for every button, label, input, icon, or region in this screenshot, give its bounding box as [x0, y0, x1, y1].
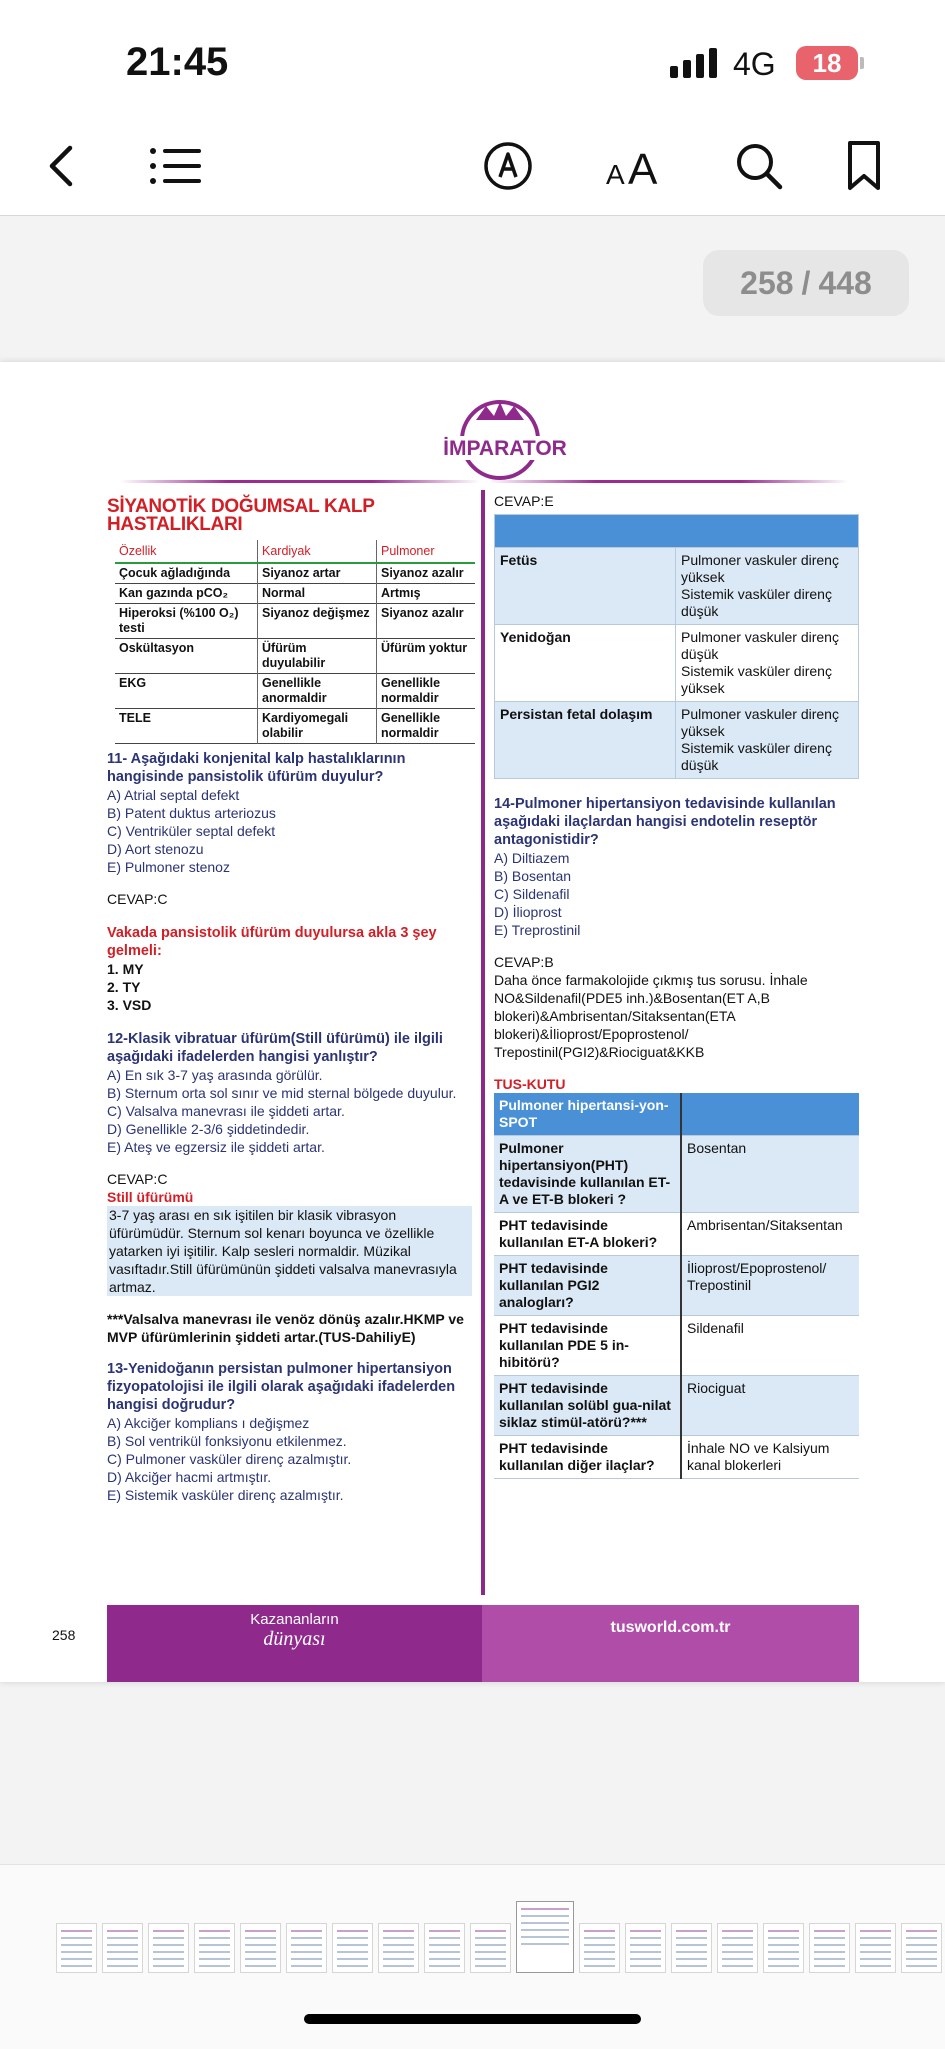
status-bar: [0, 0, 945, 120]
reader-toolbar: [0, 120, 945, 216]
back-chevron-icon[interactable]: [40, 140, 80, 192]
thumbnail[interactable]: [809, 1923, 850, 1973]
q14-option: A) Diltiazem: [494, 850, 570, 866]
table-cell: Oskültasyon: [119, 641, 195, 655]
q14-note: Daha önce farmakolojide çıkmış tus sorusu. İnhale NO&Sildenafil(PDE5 inh.)&Bosentan(ET A,B blokeri)&Ambrisentan/Sitaksentan(ETA blokeri)&İlioprost/Epoprostenol/ Trepostinil(PGI2)&Riociguat&KKB: [494, 972, 808, 1060]
pansystolic-note: Vakada pansistolik üfürüm duyulursa akla 3 şey gelmeli:: [107, 925, 437, 959]
q11-option: E) Pulmoner stenoz: [107, 859, 230, 875]
note-list-item: 2. TY: [107, 979, 141, 995]
valsalva-note: ***Valsalva manevrası ile venöz dönüş azalır.HKMP ve MVP üfürümlerinin şiddeti artar.(TUS-DahiliyE): [107, 1311, 464, 1345]
q11-option: B) Patent duktus arteriozus: [107, 805, 276, 821]
table-cell: Ambrisentan/Sitaksentan: [681, 1213, 859, 1256]
table-cell: PHT tedavisinde kullanılan solübl gua-nilat siklaz stimül-atörü?***: [494, 1376, 681, 1436]
table-cell: Sildenafil: [681, 1316, 859, 1376]
thumbnail[interactable]: [378, 1923, 419, 1973]
table-header-row: [494, 1093, 859, 1136]
page-separator: /: [801, 264, 811, 301]
q12-option: A) En sık 3-7 yaş arasında görülür.: [107, 1067, 323, 1083]
footer-brand-title: Kazananların: [250, 1611, 339, 1628]
thumbnail[interactable]: [194, 1923, 235, 1973]
table-cell: Riociguat: [681, 1376, 859, 1436]
thumbnail[interactable]: [424, 1923, 465, 1973]
table-cell: İlioprost/Epoprostenol/ Trepostinil: [681, 1256, 859, 1316]
q13-answer: CEVAP:E: [494, 493, 554, 509]
thumbnail-list: [56, 1901, 942, 1973]
table-header: Özellik: [119, 544, 157, 558]
table-cell: Genellikle normaldir: [377, 674, 476, 709]
table-cell: İnhale NO ve Kalsiyum kanal blokerleri: [681, 1436, 859, 1479]
svg-text:A: A: [628, 145, 658, 188]
q13-option: E) Sistemik vasküler direnç azalmıştır.: [107, 1487, 344, 1503]
footer-brand: [107, 1605, 482, 1682]
note-list-item: 1. MY: [107, 961, 144, 977]
table-row: [495, 702, 859, 779]
table-row: [495, 548, 859, 625]
table-of-contents-icon[interactable]: [148, 140, 202, 192]
table-cell: Pulmoner vaskuler direnç düşük Sistemik vasküler direnç yüksek: [676, 625, 859, 702]
thumbnail[interactable]: [625, 1923, 666, 1973]
q14-option: C) Sildenafil: [494, 886, 570, 902]
logo-text: İMPARATOR: [443, 437, 567, 460]
table-cell: Artmış: [377, 584, 476, 604]
table-cell: PHT tedavisinde kullanılan PDE 5 in-hibitörü?: [494, 1316, 681, 1376]
q13-option: A) Akciğer komplians ı değişmez: [107, 1415, 310, 1431]
cyanotic-table: [115, 540, 475, 744]
table-cell: Yenidoğan: [495, 625, 676, 702]
thumbnail[interactable]: [240, 1923, 281, 1973]
q13-option: B) Sol ventrikül fonksiyonu etkilenmez.: [107, 1433, 347, 1449]
q14-option: E) Treprostinil: [494, 922, 581, 938]
table-row: [495, 625, 859, 702]
q14-option: D) İlioprost: [494, 904, 562, 920]
current-page: 258: [740, 264, 794, 301]
table-cell: PHT tedavisinde kullanılan PGI2 analogları?: [494, 1256, 681, 1316]
column-divider: [481, 490, 485, 1595]
battery-icon: [796, 46, 858, 80]
table-cell: PHT tedavisinde kullanılan ET-A blokeri?: [494, 1213, 681, 1256]
table-cell: Kan gazında pCO₂: [119, 586, 229, 600]
thumbnail[interactable]: [148, 1923, 189, 1973]
table-header-empty: [681, 1093, 859, 1136]
table-row: [115, 639, 475, 674]
thumbnail-current[interactable]: [516, 1901, 574, 1973]
table-cell: Genellikle anormaldir: [258, 674, 377, 709]
circulation-table: [494, 514, 859, 779]
question-12: 12-Klasik vibratuar üfürüm(Still üfürümü) ile ilgili aşağıdaki ifadelerden hangisi yanlıştır?: [107, 1031, 443, 1065]
battery-level: 18: [812, 47, 842, 78]
thumbnail[interactable]: [56, 1923, 97, 1973]
q14-option: B) Bosentan: [494, 868, 572, 884]
thumbnail[interactable]: [102, 1923, 143, 1973]
q12-answer: CEVAP:C: [107, 1171, 168, 1187]
table-cell: Siyanoz azalır: [377, 563, 476, 584]
table-cell: Hiperoksi (%100 O₂) testi: [119, 606, 239, 635]
thumbnail[interactable]: [579, 1923, 620, 1973]
search-icon[interactable]: [734, 140, 784, 192]
table-cell: Üfürüm duyulabilir: [258, 639, 377, 674]
table-cell: Pulmoner vaskuler direnç yüksek Sistemik vasküler direnç düşük: [676, 548, 859, 625]
q12-option: C) Valsalva manevrası ile şiddeti artar.: [107, 1103, 345, 1119]
page-footer: [107, 1605, 859, 1682]
footer-site: tusworld.com.tr: [482, 1605, 859, 1682]
q11-option: D) Aort stenozu: [107, 841, 204, 857]
table-row: [494, 1136, 859, 1213]
table-cell: Üfürüm yoktur: [377, 639, 476, 674]
header-rule-right: [488, 480, 848, 483]
page-indicator: [703, 250, 909, 316]
table-row: [494, 1436, 859, 1479]
bookmark-icon[interactable]: [846, 140, 882, 192]
note-list-item: 3. VSD: [107, 997, 152, 1013]
total-pages: 448: [818, 264, 872, 301]
thumbnail[interactable]: [717, 1923, 758, 1973]
right-column: [494, 492, 859, 1479]
table-cell: Genellikle normaldir: [377, 709, 476, 744]
status-time: 21:45: [126, 40, 229, 84]
imparator-logo: [440, 392, 570, 482]
circulation-table-header: [495, 515, 859, 548]
q13-option: D) Akciğer hacmi artmıştır.: [107, 1469, 272, 1485]
question-14: 14-Pulmoner hipertansiyon tedavisinde kullanılan aşağıdaki ilaçlardan hangisi endotelin reseptör antagonistidir?: [494, 796, 836, 848]
footer-brand-sub: dünyası: [263, 1628, 326, 1650]
signal-icon: [670, 46, 717, 78]
thumbnail[interactable]: [286, 1923, 327, 1973]
thumbnail[interactable]: [332, 1923, 373, 1973]
table-cell: Fetüs: [495, 548, 676, 625]
svg-text:A: A: [606, 159, 625, 188]
thumbnail[interactable]: [763, 1923, 804, 1973]
q11-option: C) Ventriküler septal defekt: [107, 823, 276, 839]
q12-option: B) Sternum orta sol sınır ve mid sternal bölgede duyulur.: [107, 1085, 457, 1101]
thumbnail[interactable]: [901, 1923, 942, 1973]
table-cell: TELE: [119, 711, 151, 725]
question-11: 11- Aşağıdaki konjenital kalp hastalıklarının hangisinde pansistolik üfürüm duyulur?: [107, 751, 406, 785]
table-cell: Normal: [258, 584, 377, 604]
home-indicator: [304, 2014, 641, 2024]
cyanotic-table-title: SİYANOTİK DOĞUMSAL KALP HASTALIKLARI: [107, 496, 375, 535]
q12-option: E) Ateş ve egzersiz ile şiddeti artar.: [107, 1139, 325, 1155]
still-explanation: 3-7 yaş arası en sık işitilen bir klasik vibrasyon üfürümüdür. Sternum sol kenarı boyunca ve özellikle yatarken iyi işitilir. Kalp sesleri normaldir. Müzikal vasıftadır.Still üfürümünün şiddeti valsalva manevrasıyla artmaz.: [107, 1206, 472, 1296]
table-row: [494, 1256, 859, 1316]
table-cell: Pulmoner vaskuler direnç yüksek Sistemik vasküler direnç düşük: [676, 702, 859, 779]
q11-option: A) Atrial septal defekt: [107, 787, 240, 803]
table-cell: PHT tedavisinde kullanılan diğer ilaçlar?: [494, 1436, 681, 1479]
table-row: [494, 1376, 859, 1436]
table-cell: Pulmoner hipertansiyon(PHT) tedavisinde kullanılan ET-A ve ET-B blokeri ?: [494, 1136, 681, 1213]
text-size-icon[interactable]: [604, 140, 664, 192]
table-cell: Bosentan: [681, 1136, 859, 1213]
table-cell: Çocuk ağladığında: [119, 566, 231, 580]
table-row: [494, 1213, 859, 1256]
page-number: 258: [52, 1627, 76, 1643]
header-rule-left: [120, 480, 480, 483]
document-page: [0, 362, 945, 1682]
network-label: 4G: [733, 46, 776, 82]
pht-spot-table: [494, 1093, 859, 1479]
thumbnail[interactable]: [470, 1923, 511, 1973]
q13-option: C) Pulmoner vasküler direnç azalmıştır.: [107, 1451, 352, 1467]
q12-option: D) Genellikle 2-3/6 şiddetindedir.: [107, 1121, 310, 1137]
table-row: [115, 709, 475, 744]
thumbnail[interactable]: [855, 1923, 896, 1973]
table-row: [115, 563, 475, 584]
table-row: [115, 604, 475, 639]
still-title: Still üfürümü: [107, 1189, 194, 1205]
tus-kutu-title: TUS-KUTU: [494, 1076, 566, 1092]
left-column: [107, 498, 472, 1504]
table-header: Pulmoner: [377, 540, 476, 563]
table-cell: Persistan fetal dolaşım: [495, 702, 676, 779]
table-cell: Siyanoz değişmez: [258, 604, 377, 639]
table-header: Kardiyak: [258, 540, 377, 563]
question-13: 13-Yenidoğanın persistan pulmoner hipertansiyon fizyopatolojisi ile ilgili olarak aşağıdaki ifadelerden hangisi doğrudur?: [107, 1361, 456, 1413]
table-cell: Siyanoz artar: [258, 563, 377, 584]
q11-answer: CEVAP:C: [107, 891, 168, 907]
table-row: [115, 674, 475, 709]
table-cell: EKG: [119, 676, 147, 690]
annotate-pen-icon[interactable]: [482, 140, 534, 192]
table-cell: Kardiyomegali olabilir: [258, 709, 377, 744]
table-row: [115, 584, 475, 604]
table-header: Pulmoner hipertansi-yon-SPOT: [494, 1093, 681, 1136]
table-row: [494, 1316, 859, 1376]
q14-answer: CEVAP:B: [494, 954, 554, 970]
table-cell: Siyanoz azalır: [377, 604, 476, 639]
thumbnail[interactable]: [671, 1923, 712, 1973]
